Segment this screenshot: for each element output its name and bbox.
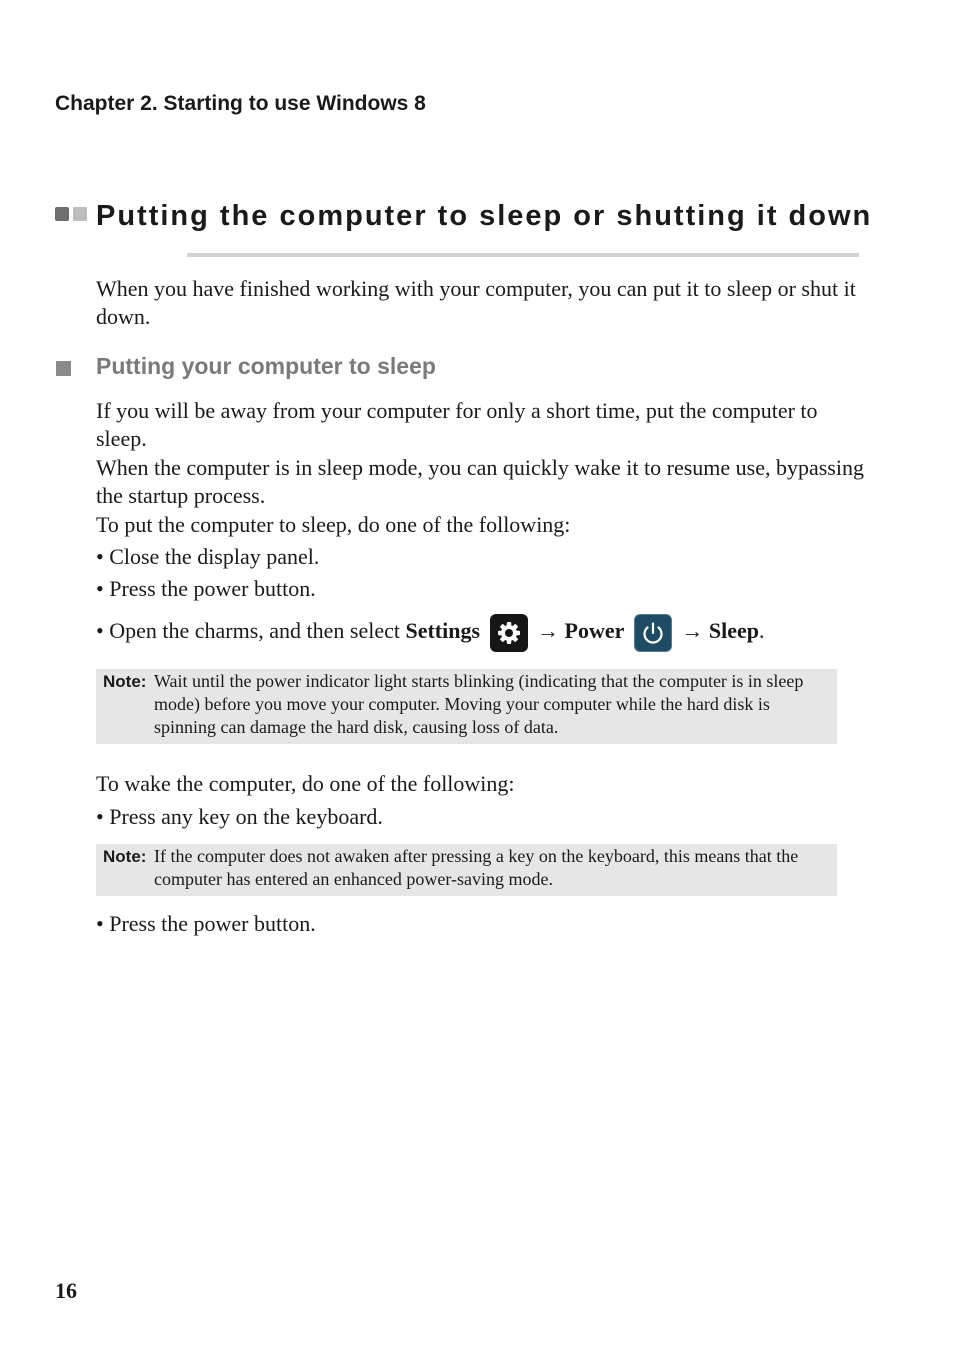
note-label: Note: (103, 672, 147, 691)
power-label: Power (564, 618, 625, 643)
list-item: • Press the power button. (96, 911, 316, 936)
note-box (96, 844, 837, 896)
page-number: 16 (55, 1278, 77, 1303)
title-rule (187, 253, 859, 257)
note-box (96, 669, 837, 744)
list-item: • Close the display panel. (96, 544, 320, 569)
subsection-title: Putting your computer to sleep (96, 353, 436, 379)
gear-icon (490, 614, 528, 652)
charms-step (96, 612, 765, 652)
settings-label: Settings (405, 618, 481, 643)
note-label: Note: (103, 847, 147, 866)
wake-intro: To wake the computer, do one of the following: (96, 771, 515, 796)
sleep-para-2: When the computer is in sleep mode, you can quickly wake it to resume use, bypassing the startup process. (96, 455, 864, 508)
section-marker-icon (55, 207, 89, 221)
sleep-para-1: If you will be away from your computer for only a short time, put the computer to sleep. (96, 398, 818, 451)
list-item: • Press the power button. (96, 576, 316, 601)
chapter-header: Chapter 2. Starting to use Windows 8 (55, 92, 426, 115)
charms-step-suffix: . (759, 618, 765, 643)
charms-step-prefix: • Open the charms, and then select (96, 618, 406, 643)
power-icon (634, 614, 672, 652)
arrow-1: → (531, 618, 565, 643)
list-item: • Press any key on the keyboard. (96, 804, 383, 829)
subsection-bullet-icon (56, 361, 71, 376)
arrow-2: → (675, 618, 709, 643)
sleep-label: Sleep (708, 618, 760, 643)
note-text: If the computer does not awaken after pressing a key on the keyboard, this means that the computer has entered an enhanced power-saving mode. (154, 846, 799, 889)
sleep-para-3: To put the computer to sleep, do one of the following: (96, 512, 571, 537)
section-intro: When you have finished working with your computer, you can put it to sleep or shut it down. (96, 276, 856, 329)
note-text: Wait until the power indicator light starts blinking (indicating that the computer is in sleep mode) before you move your computer. Moving your computer while the hard disk is spinning can damage the hard disk, causing loss of data. (154, 671, 804, 737)
section-title: Putting the computer to sleep or shutting it down (96, 200, 873, 232)
